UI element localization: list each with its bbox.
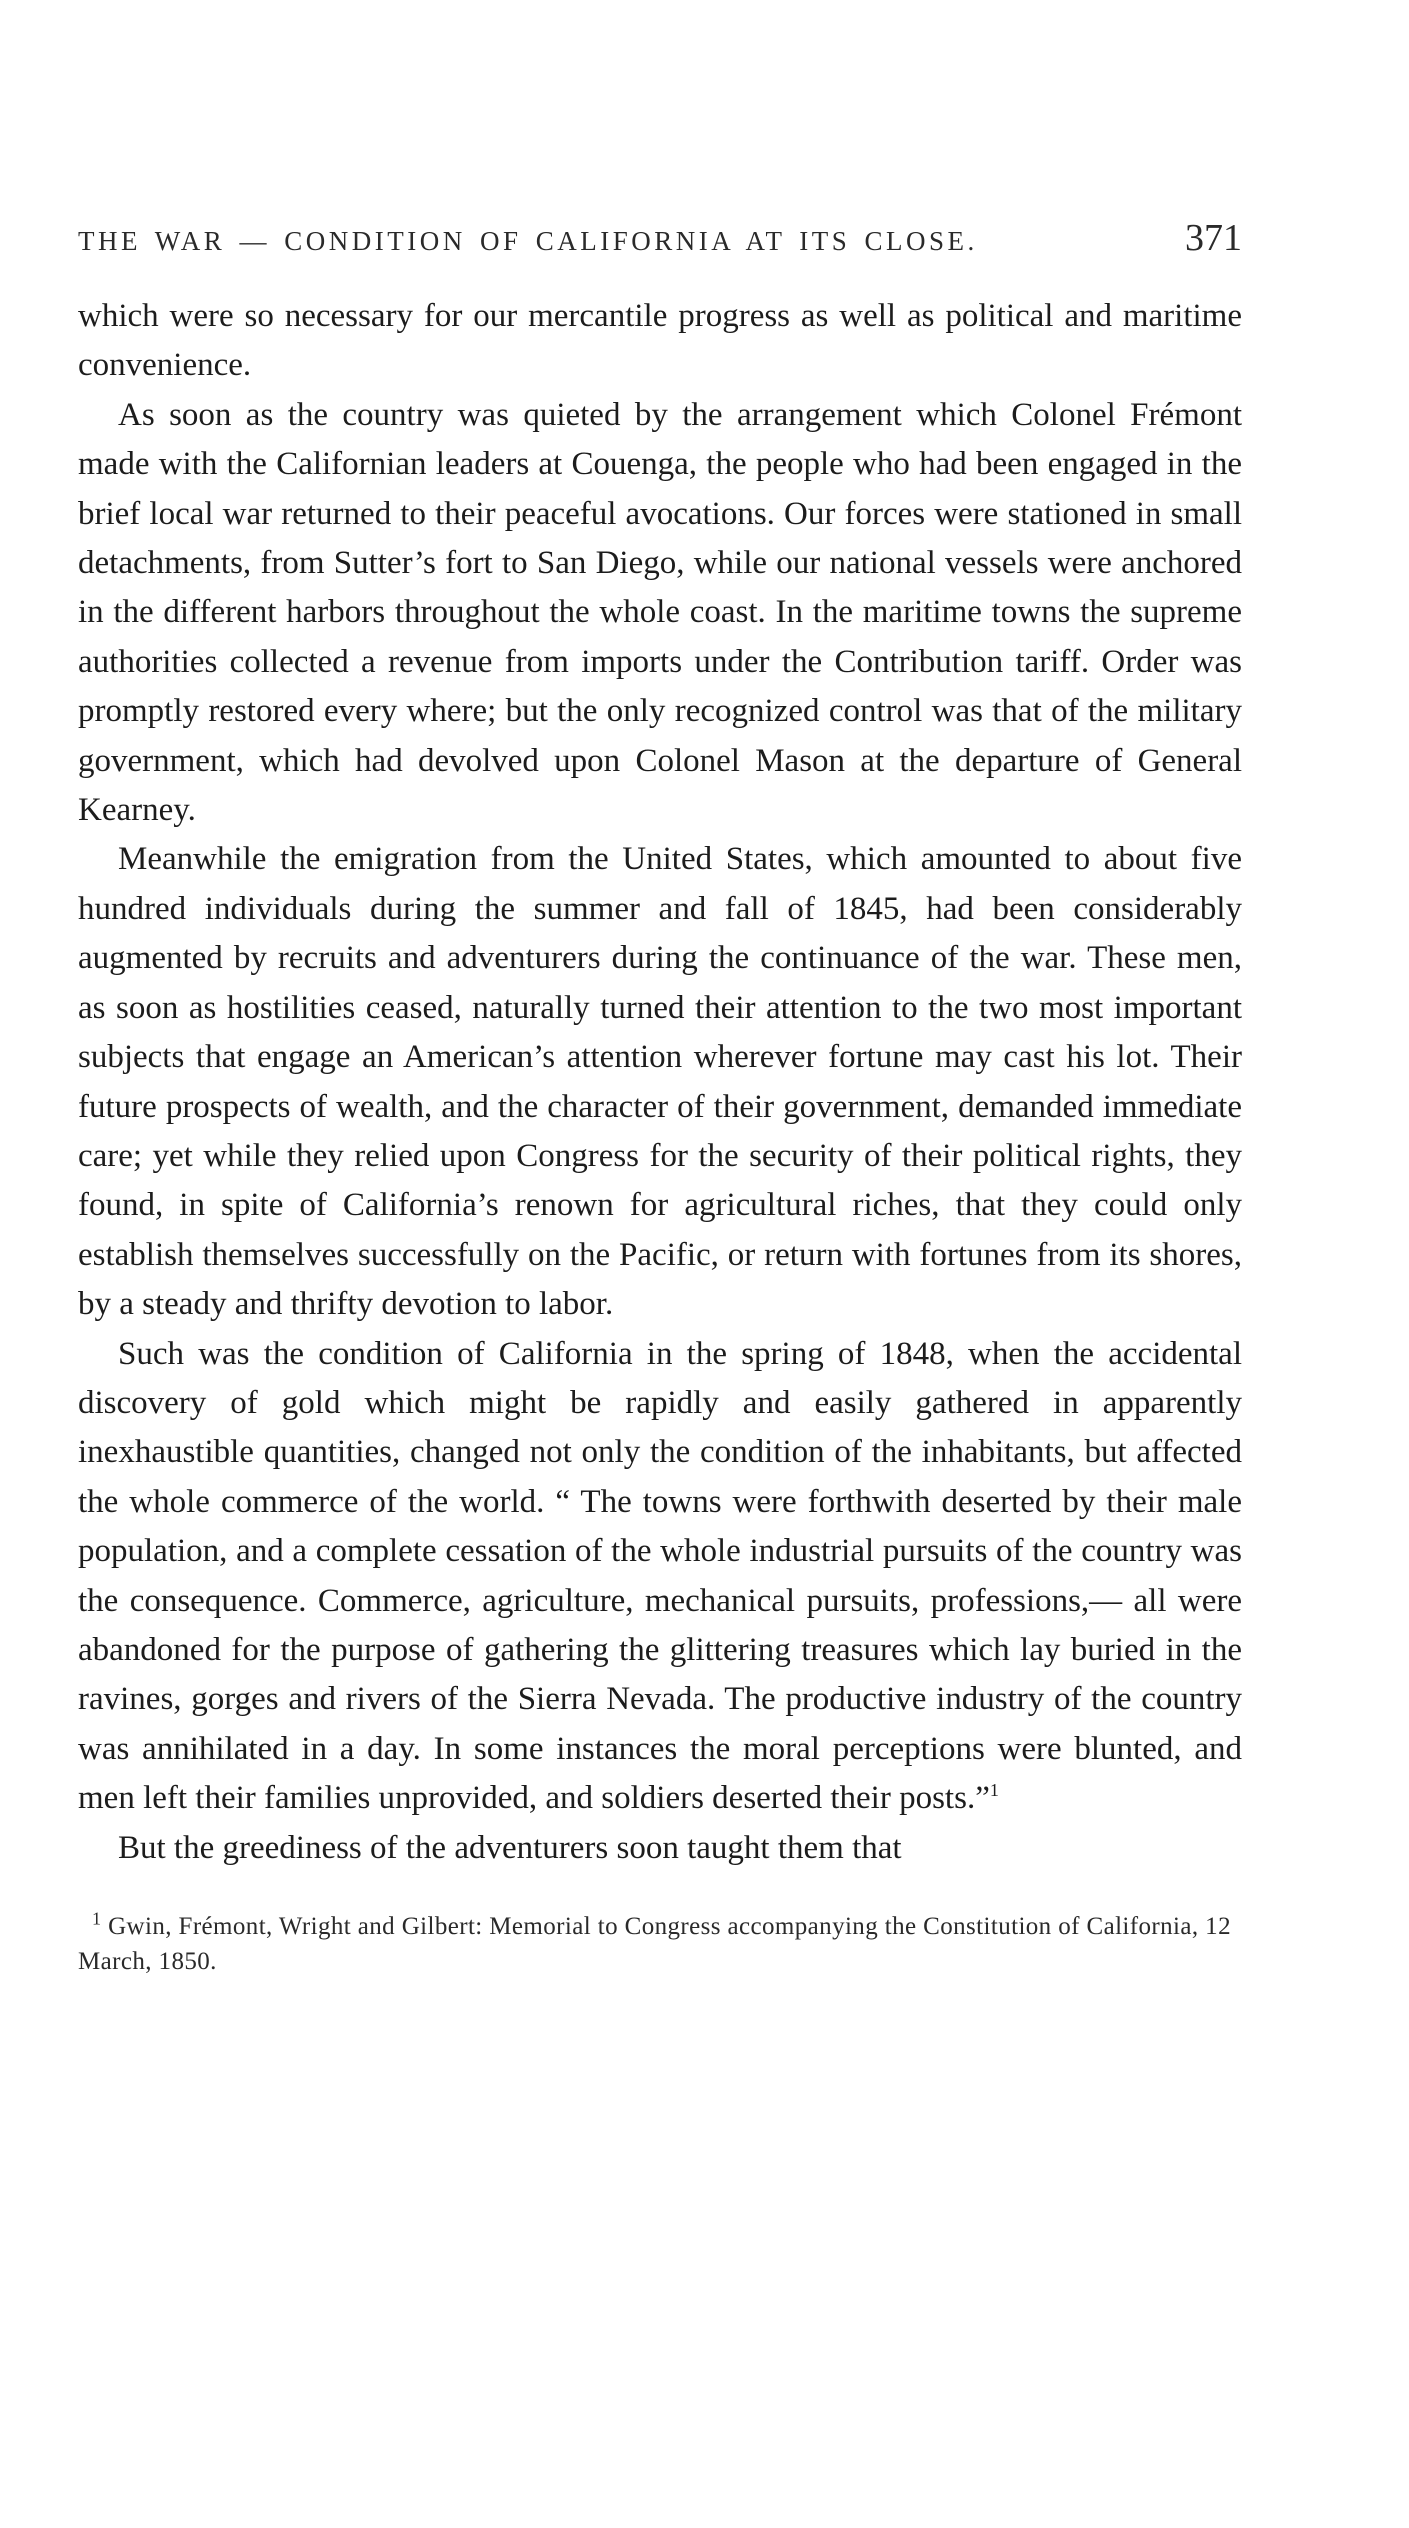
paragraph: which were so necessary for our mercantile progress as well as political and maritime convenience.	[78, 298, 1242, 384]
running-head	[78, 216, 1242, 272]
paragraph: But the greediness of the adventurers soon taught them that	[118, 1829, 902, 1866]
page-number: 371	[1185, 217, 1242, 259]
paragraph: As soon as the country was quieted by the arrangement which Colonel Frémont made with the Californian leaders at Couenga, the people who had been engaged in the brief local war returned to their peaceful avocations. Our forces were stationed in small detachments, from Sutter’s fort to San Diego, while our national vessels were anchored in the different harbors throughout the whole coast. In the maritime towns the supreme authorities collected a revenue from imports under the Contribution tariff. Order was promptly restored every where; but the only recognized control was that of the military government, which had devolved upon Colonel Mason at the departure of General Kearney.	[78, 396, 1242, 829]
body-text	[78, 292, 1242, 1873]
paragraph: Meanwhile the emigration from the United States, which amounted to about five hundred individuals during the summer and fall of 1845, had been considerably augmented by recruits and adventurers during the continuance of the war. These men, as soon as hostilities ceased, naturally turned their attention to the two most important subjects that engage an American’s attention wherever fortune may cast his lot. Their future prospects of wealth, and the character of their government, demanded immediate care; yet while they relied upon Congress for the security of their political rights, they found, in spite of California’s renown for agricultural riches, that they could only establish themselves successfully on the Pacific, or return with fortunes from its shores, by a steady and thrifty devotion to labor.	[78, 841, 1242, 1323]
footnote	[78, 1909, 1242, 1979]
paragraph-text: Such was the condition of California in the spring of 1848, when the accidental discovery of gold which might be rapidly and easily gathered in apparently inexhaustible quantities, changed not only the condition of the inhabitants, but affected the whole commerce of the world. “ The towns were forthwith deserted by their male population, and a complete cessation of the whole industrial pursuits of the country was the consequence. Commerce, agriculture, mechanical pursuits, professions,— all were abandoned for the purpose of gathering the glittering treasures which lay buried in the ravines, gorges and rivers of the Sierra Nevada. The productive industry of the country was annihilated in a day. In some instances the moral perceptions were blunted, and men left their families unprovided, and soldiers deserted their posts.”	[78, 1335, 1242, 1817]
footnote-text: Gwin, Frémont, Wright and Gilbert: Memorial to Congress accompanying the Constitution of California, 12 March, 1850.	[78, 1913, 1231, 1975]
footnotes	[78, 1909, 1242, 1979]
footnote-reference: 1	[989, 1780, 999, 1801]
book-page	[78, 216, 1242, 1979]
footnote-marker: 1	[92, 1908, 102, 1929]
paragraph	[78, 1330, 1242, 1824]
running-title: THE WAR — CONDITION OF CALIFORNIA AT ITS CLOSE.	[78, 226, 978, 256]
